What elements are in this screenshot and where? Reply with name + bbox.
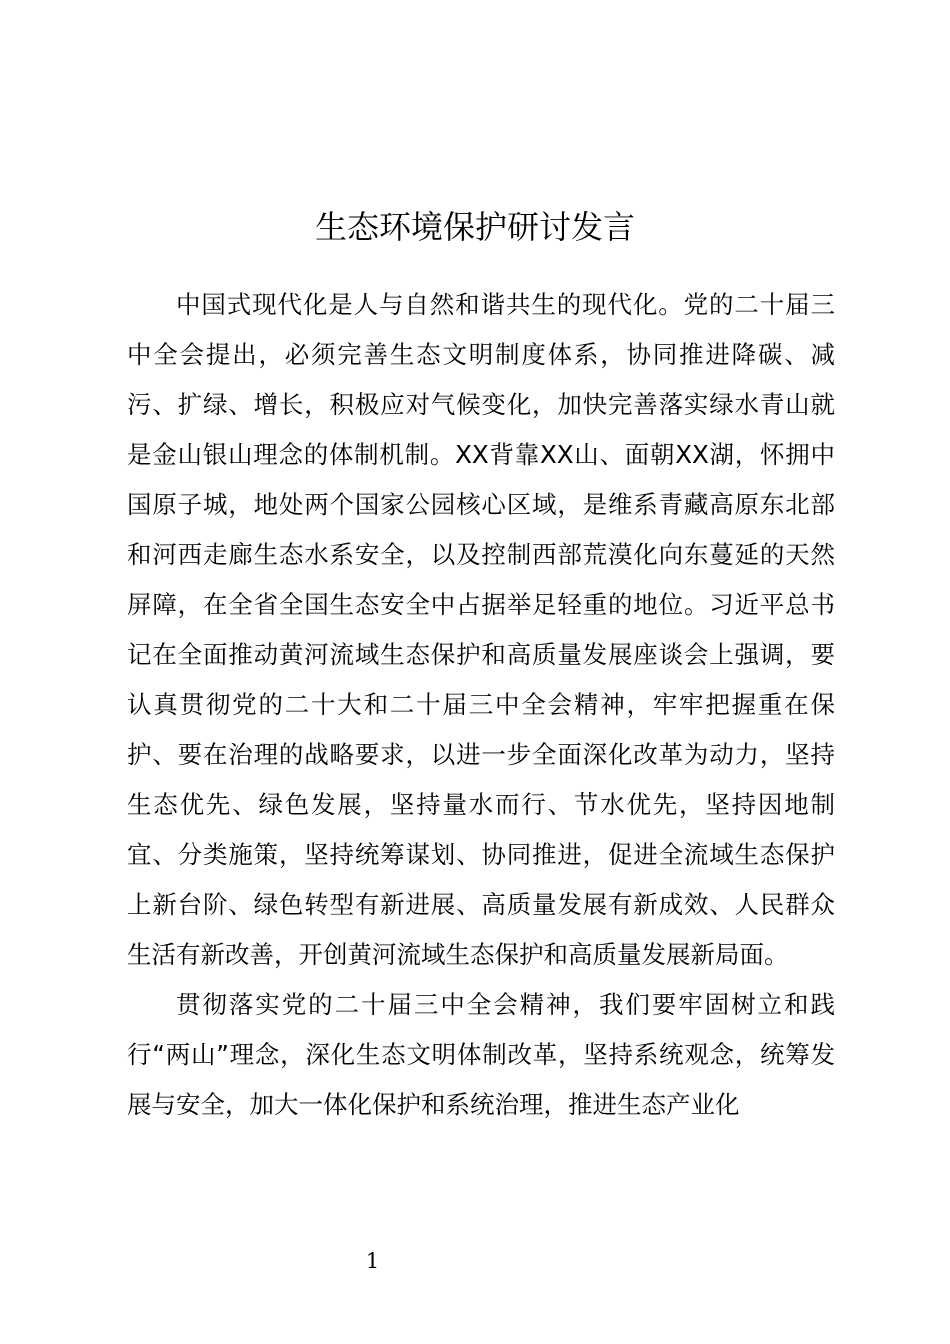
page-number: 1 xyxy=(365,1249,380,1273)
paragraph-2: 贯彻落实党的二十届三中全会精神，我们要牢固树立和践行“两山”理念，深化生态文明体制改革，坚持系统观念，统筹发展与安全，加大一体化保护和系统治理，推进生态产业化 xyxy=(127,990,835,1119)
document-title: 生态环境保护研讨发言 xyxy=(314,208,635,247)
document-body xyxy=(127,280,835,1130)
paragraph-1: 中国式现代化是人与自然和谐共生的现代化。党的二十届三中全会提出，必须完善生态文明制度体系，协同推进降碳、减污、扩绿、增长，积极应对气候变化，加快完善落实绿水青山就是金山银山理念的体制机制。XX背靠XX山、面朝XX湖，怀拥中国原子城，地处两个国家公园核心区域，是维系青藏高原东北部和河西走廊生态水系安全，以及控制西部荒漠化向东蔓延的天然屏障，在全省全国生态安全中占据举足轻重的地位。习近平总书记在全面推动黄河流域生态保护和高质量发展座谈会上强调，要认真贯彻党的二十大和二十届三中全会精神，牢牢把握重在保护、要在治理的战略要求，以进一步全面深化改革为动力，坚持生态优先、绿色发展，坚持量水而行、节水优先，坚持因地制宜、分类施策，坚持统筹谋划、协同推进，促进全流域生态保护上新台阶、绿色转型有新进展、高质量发展有新成效、人民群众生活有新改善，开创黄河流域生态保护和高质量发展新局面。 xyxy=(127,290,835,969)
